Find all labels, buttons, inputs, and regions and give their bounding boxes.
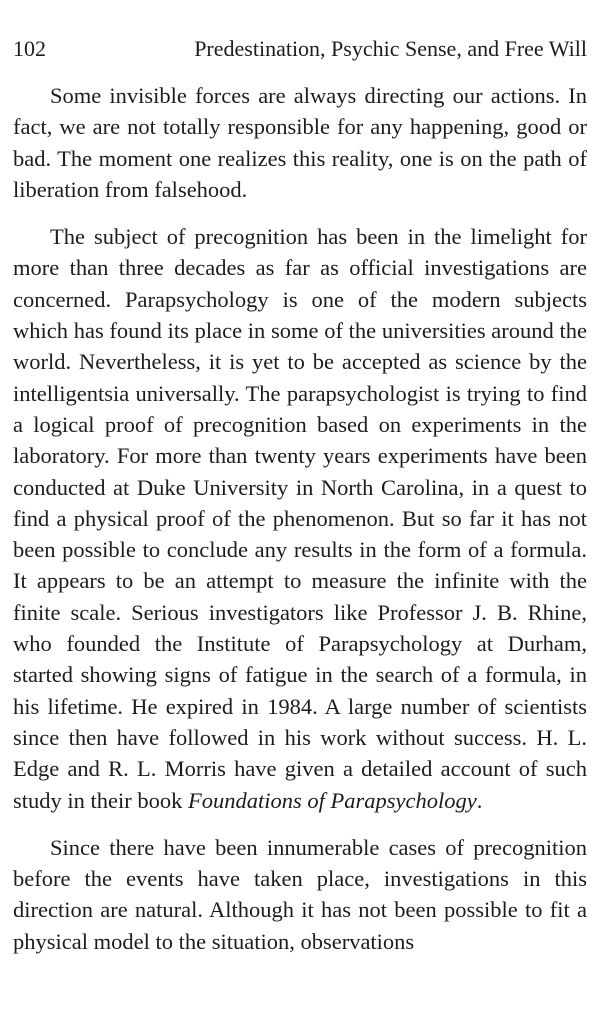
page-number: 102	[13, 36, 46, 61]
running-head	[13, 34, 587, 64]
paragraph-1: Some invisible forces are always directing our actions. In fact, we are not totally responsible for any happening, good or bad. The moment one realizes this reality, one is on the path of liberation from falsehood.	[13, 83, 587, 202]
paragraph-2	[13, 221, 587, 816]
paragraph-3: Since there have been innumerable cases of precognition before the events have taken place, investigations in this direction are natural. Although it has not been possible to fit a physical model to the situation, observations	[13, 834, 587, 954]
book-title: Foundations of Parapsychology	[188, 787, 477, 813]
paragraph-2-text: The subject of precognition has been in the limelight for more than three decades as far as official investigations are concerned. Parapsychology is one of the modern subjects which has found its place in some of the universities around the world. Nevertheless, it is yet to be accepted as science by the intelligentsia universally. The parapsychologist is trying to find a logical proof of precognition based on experiments in the laboratory. For more than twenty years experiments have been conducted at Duke University in North Carolina, in a quest to find a physical proof of the phenomenon. But so far it has not been possible to conclude any results in the form of a formula. It appears to be an attempt to measure the infinite with the finite scale. Serious investigators like Professor J. B. Rhine, who founded the Institute of Parapsychology at Durham, started showing signs of fatigue in the search of a formula, in his lifetime. He expired in 1984. A large number of scientists since then have followed in his work without success. H. L. Edge and R. L. Morris have given a detailed account of such study in their book	[13, 224, 587, 813]
running-title: Predestination, Psychic Sense, and Free Will	[194, 36, 587, 61]
body-text	[13, 80, 587, 957]
paragraph-2-end: .	[476, 787, 483, 813]
